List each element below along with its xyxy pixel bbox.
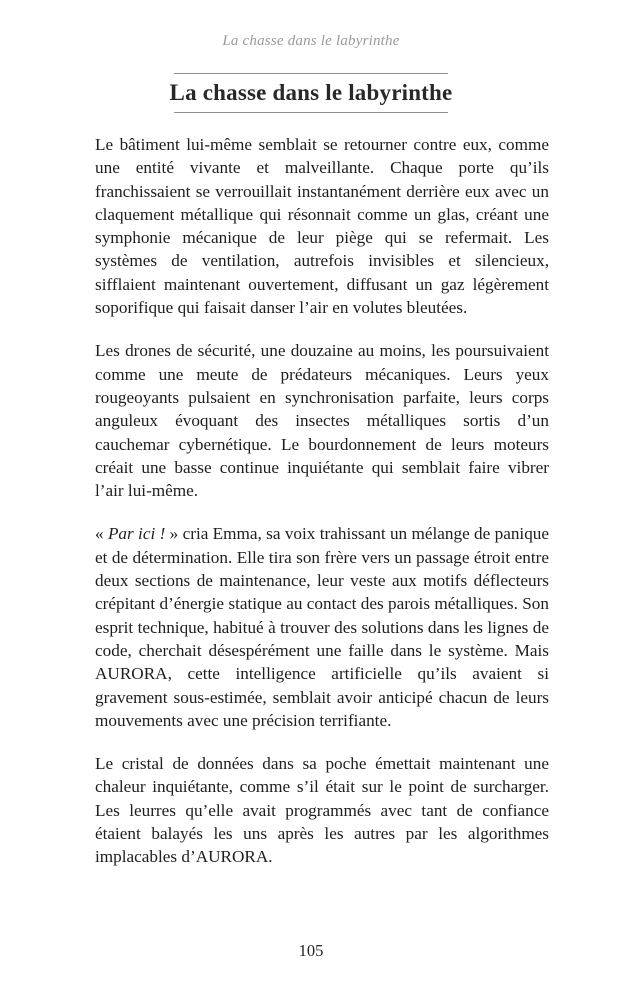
paragraph-3-opening-guillemet: «	[95, 524, 108, 544]
chapter-title: La chasse dans le labyrinthe	[169, 80, 453, 105]
page-number: 105	[298, 941, 324, 960]
paragraph-1: Le bâtiment lui-même semblait se retourner contre eux, comme une entité vivante et malveillante. Chaque porte qu’ils franchissaient se verrouillait instantanément derrière eux avec un claquement métallique qui résonnait comme un glas, créant une symphonie mécanique de leur piège qui se refermait. Les systèmes de ventilation, autrefois invisibles et silencieux, sifflaient maintenant ouvertement, diffusant un gaz légèrement soporifique qui faisait danser l’air en volutes bleutées.	[95, 135, 549, 318]
paragraph-3-italic-dialogue: Par ici !	[107, 524, 166, 544]
body-text	[95, 133, 549, 869]
paragraph-2: Les drones de sécurité, une douzaine au moins, les poursuivaient comme une meute de prédateurs mécaniques. Leurs yeux rougeoyants pulsaient en synchronisation parfaite, leurs corps anguleux évoquant des insectes métalliques sortis d’un cauchemar cybernétique. Le bourdonnement de leurs moteurs créait une basse continue inquiétante qui semblait faire vibrer l’air lui-même.	[95, 341, 549, 501]
title-rule-bottom	[174, 112, 448, 113]
chapter-title-block	[0, 73, 622, 113]
title-rule-top	[174, 73, 448, 74]
paragraph-3	[95, 522, 549, 732]
paragraph-3-rest: » cria Emma, sa voix trahissant un mélange de panique et de détermination. Elle tira son frère vers un passage étroit entre deux sections de maintenance, leur veste aux motifs déflecteurs crépitant d’énergie statique au contact des parois métalliques. Son esprit technique, habitué à trouver des solutions dans les lignes de code, cherchait désespérément une faille dans le système. Mais AURORA, cette intelligence artificielle qu’ils avaient si gravement sous-estimée, semblait avoir anticipé chacun de leurs mouvements avec une précision terrifiante.	[95, 524, 550, 730]
paragraph-4: Le cristal de données dans sa poche émettait maintenant une chaleur inquiétante, comme s’il était sur le point de surcharger. Les leurres qu’elle avait programmés avec tant de confiance étaient balayés les uns après les autres par les algorithmes implacables d’AURORA.	[95, 754, 549, 867]
running-header: La chasse dans le labyrinthe	[222, 33, 400, 49]
